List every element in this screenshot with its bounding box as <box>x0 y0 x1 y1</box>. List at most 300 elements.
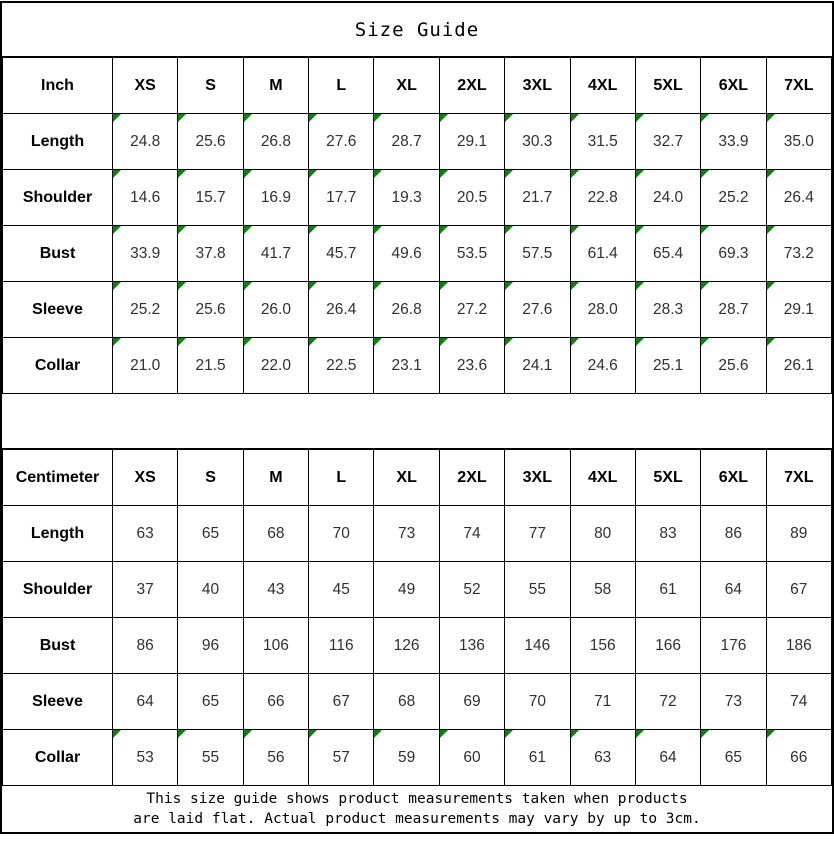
measurement-value: 186 <box>785 636 812 654</box>
size-col-header: 5XL <box>635 450 700 506</box>
cell-flag-triangle-icon <box>701 338 709 346</box>
measurement-row <box>3 562 832 618</box>
cell-flag-triangle-icon <box>505 282 513 290</box>
cell-flag-triangle-icon <box>636 226 644 234</box>
measurement-cell <box>178 506 243 562</box>
measurement-value: 63 <box>594 748 612 766</box>
cell-flag-triangle-icon <box>636 730 644 738</box>
measurement-cell <box>309 562 374 618</box>
measurement-value: 29.1 <box>456 132 488 150</box>
size-col-header: 6XL <box>701 58 766 114</box>
cell-flag-triangle-icon <box>571 226 579 234</box>
cell-flag-triangle-icon <box>571 114 579 122</box>
measurement-cell <box>374 114 439 170</box>
measurement-value: 86 <box>724 524 743 542</box>
measurement-cell <box>439 170 504 226</box>
cell-flag-triangle-icon <box>244 226 252 234</box>
cell-flag-triangle-icon <box>309 170 317 178</box>
measurement-cell <box>635 618 700 674</box>
measurement-row <box>3 282 832 338</box>
measurement-value: 73.2 <box>783 244 814 262</box>
measurement-cell <box>113 562 178 618</box>
measurement-value: 33.9 <box>718 132 749 150</box>
measurement-value: 146 <box>524 636 551 654</box>
measurement-value: 22.0 <box>260 356 291 374</box>
measurement-cell <box>374 674 439 730</box>
measurement-cell <box>570 114 635 170</box>
measurement-value: 16.9 <box>260 188 291 206</box>
measurement-value: 26.0 <box>260 300 291 318</box>
size-guide-sheet <box>0 1 834 834</box>
measurement-cell <box>766 282 831 338</box>
measurement-cell <box>570 674 635 730</box>
measurement-cell <box>243 282 308 338</box>
row-label: Sleeve <box>3 282 113 338</box>
cell-flag-triangle-icon <box>374 338 382 346</box>
measurement-cell <box>505 170 570 226</box>
measurement-value: 69.3 <box>718 244 749 262</box>
measurement-cell <box>113 170 178 226</box>
cell-flag-triangle-icon <box>505 226 513 234</box>
measurement-value: 61.4 <box>587 244 618 262</box>
measurement-value: 29.1 <box>783 300 814 318</box>
measurement-cell <box>701 338 766 394</box>
cell-flag-triangle-icon <box>244 282 252 290</box>
measurement-cell <box>309 506 374 562</box>
measurement-cell <box>635 338 700 394</box>
measurement-cell <box>635 562 700 618</box>
cell-flag-triangle-icon <box>636 114 644 122</box>
size-col-header: L <box>309 450 374 506</box>
cell-flag-triangle-icon <box>767 730 775 738</box>
size-col-header: L <box>309 58 374 114</box>
cell-flag-triangle-icon <box>309 114 317 122</box>
measurement-value: 33.9 <box>130 244 161 262</box>
measurement-cell <box>113 114 178 170</box>
cell-flag-triangle-icon <box>767 114 775 122</box>
measurement-cell <box>766 170 831 226</box>
measurement-value: 43 <box>267 580 285 598</box>
cell-flag-triangle-icon <box>505 114 513 122</box>
measurement-value: 56 <box>267 748 285 766</box>
measurement-value: 67 <box>790 580 808 598</box>
measurement-cell <box>701 562 766 618</box>
measurement-value: 24.6 <box>587 356 618 374</box>
measurement-cell <box>178 282 243 338</box>
measurement-value: 49 <box>397 580 416 598</box>
cell-flag-triangle-icon <box>767 338 775 346</box>
measurement-value: 45 <box>332 580 350 598</box>
measurement-value: 57 <box>332 748 350 766</box>
measurement-cell <box>766 562 831 618</box>
cell-flag-triangle-icon <box>571 282 579 290</box>
measurement-cell <box>635 226 700 282</box>
size-col-header: M <box>243 450 308 506</box>
cell-flag-triangle-icon <box>701 730 709 738</box>
measurement-cell <box>243 338 308 394</box>
size-col-header: 7XL <box>766 450 831 506</box>
measurement-cell <box>309 170 374 226</box>
measurement-cell <box>374 562 439 618</box>
cell-flag-triangle-icon <box>571 338 579 346</box>
measurement-cell <box>374 506 439 562</box>
cell-flag-triangle-icon <box>374 114 382 122</box>
measurement-cell <box>243 562 308 618</box>
measurement-value: 77 <box>528 524 546 542</box>
unit-header: Centimeter <box>3 450 113 506</box>
cell-flag-triangle-icon <box>113 730 121 738</box>
measurement-value: 30.3 <box>522 132 553 150</box>
measurement-cell <box>766 730 831 786</box>
measurement-value: 21.0 <box>130 356 161 374</box>
measurement-cell <box>766 618 831 674</box>
measurement-cell <box>113 674 178 730</box>
measurement-value: 55 <box>201 748 220 766</box>
size-col-header: XS <box>113 58 178 114</box>
measurement-value: 65 <box>724 748 743 766</box>
measurement-cell <box>113 506 178 562</box>
measurement-value: 25.6 <box>195 300 226 318</box>
cell-flag-triangle-icon <box>244 114 252 122</box>
measurement-cell <box>243 170 308 226</box>
measurement-value: 156 <box>589 636 616 654</box>
measurement-cell <box>178 114 243 170</box>
cell-flag-triangle-icon <box>767 170 775 178</box>
measurement-cell <box>505 618 570 674</box>
measurement-value: 69 <box>463 692 481 710</box>
measurement-cell <box>570 170 635 226</box>
measurement-value: 106 <box>262 636 289 654</box>
measurement-cell <box>570 282 635 338</box>
cell-flag-triangle-icon <box>571 170 579 178</box>
cell-flag-triangle-icon <box>505 338 513 346</box>
row-label: Length <box>3 506 113 562</box>
measurement-value: 64 <box>724 580 743 598</box>
cell-flag-triangle-icon <box>505 170 513 178</box>
size-col-header: 5XL <box>635 58 700 114</box>
cell-flag-triangle-icon <box>244 338 252 346</box>
measurement-value: 15.7 <box>195 188 226 206</box>
measurement-cell <box>374 618 439 674</box>
measurement-cell <box>439 282 504 338</box>
measurement-cell <box>243 506 308 562</box>
measurement-value: 65 <box>201 524 220 542</box>
measurement-cell <box>439 618 504 674</box>
measurement-cell <box>243 226 308 282</box>
measurement-value: 21.5 <box>195 356 226 374</box>
measurement-value: 63 <box>136 524 154 542</box>
measurement-cell <box>635 114 700 170</box>
measurement-cell <box>374 730 439 786</box>
measurement-cell <box>505 730 570 786</box>
measurement-cell <box>766 674 831 730</box>
measurement-cell <box>243 730 308 786</box>
measurement-value: 57.5 <box>522 244 553 262</box>
measurement-value: 24.1 <box>522 356 553 374</box>
cell-flag-triangle-icon <box>636 170 644 178</box>
row-label: Shoulder <box>3 562 113 618</box>
measurement-cell <box>243 114 308 170</box>
measurement-value: 61 <box>659 580 677 598</box>
measurement-cell <box>505 226 570 282</box>
measurement-value: 24.0 <box>652 188 684 206</box>
measurement-cell <box>309 618 374 674</box>
row-label: Bust <box>3 618 113 674</box>
measurement-value: 72 <box>659 692 677 710</box>
measurement-value: 32.7 <box>652 132 684 150</box>
size-col-header: M <box>243 58 308 114</box>
cell-flag-triangle-icon <box>178 226 186 234</box>
measurement-value: 25.2 <box>718 188 749 206</box>
size-col-header: 3XL <box>505 58 570 114</box>
measurement-value: 70 <box>528 692 546 710</box>
size-col-header: 2XL <box>439 450 504 506</box>
size-col-header: XL <box>374 450 439 506</box>
measurement-cell <box>570 338 635 394</box>
measurement-value: 45.7 <box>326 244 357 262</box>
size-col-header: 4XL <box>570 450 635 506</box>
table-spacer <box>2 394 832 449</box>
measurement-row <box>3 338 832 394</box>
measurement-value: 26.8 <box>391 300 422 318</box>
measurement-cell <box>439 562 504 618</box>
measurement-cell <box>505 562 570 618</box>
cell-flag-triangle-icon <box>178 338 186 346</box>
measurement-value: 28.3 <box>652 300 684 318</box>
measurement-value: 96 <box>201 636 220 654</box>
measurement-cell <box>766 114 831 170</box>
measurement-value: 14.6 <box>130 188 161 206</box>
cell-flag-triangle-icon <box>113 338 121 346</box>
measurement-cell <box>113 282 178 338</box>
measurement-row <box>3 674 832 730</box>
measurement-value: 27.6 <box>326 132 357 150</box>
size-col-header: 3XL <box>505 450 570 506</box>
centimeter-size-table <box>2 449 832 786</box>
inch-size-table <box>2 57 832 394</box>
cell-flag-triangle-icon <box>440 338 448 346</box>
cell-flag-triangle-icon <box>178 170 186 178</box>
cell-flag-triangle-icon <box>113 114 121 122</box>
measurement-value: 40 <box>201 580 220 598</box>
cell-flag-triangle-icon <box>636 338 644 346</box>
measurement-cell <box>635 170 700 226</box>
measurement-cell <box>113 730 178 786</box>
size-col-header: XL <box>374 58 439 114</box>
measurement-cell <box>570 618 635 674</box>
measurement-cell <box>439 506 504 562</box>
measurement-cell <box>701 170 766 226</box>
cell-flag-triangle-icon <box>244 730 252 738</box>
measurement-value: 35.0 <box>783 132 814 150</box>
measurement-cell <box>309 730 374 786</box>
size-col-header: 2XL <box>439 58 504 114</box>
measurement-cell <box>570 562 635 618</box>
measurement-cell <box>505 282 570 338</box>
measurement-cell <box>374 226 439 282</box>
measurement-value: 60 <box>463 748 481 766</box>
cell-flag-triangle-icon <box>440 170 448 178</box>
measurement-cell <box>178 226 243 282</box>
cell-flag-triangle-icon <box>178 282 186 290</box>
size-note-line2: are laid flat. Actual product measurements may vary by up to 3cm. <box>133 811 701 827</box>
cell-flag-triangle-icon <box>636 282 644 290</box>
size-note-line1: This size guide shows product measurements taken when products <box>146 791 688 807</box>
measurement-value: 17.7 <box>326 188 357 206</box>
measurement-value: 80 <box>594 524 612 542</box>
measurement-value: 26.4 <box>326 300 357 318</box>
size-col-header: 6XL <box>701 450 766 506</box>
measurement-value: 28.7 <box>718 300 749 318</box>
measurement-value: 176 <box>720 636 747 654</box>
row-label: Length <box>3 114 113 170</box>
measurement-value: 25.6 <box>718 356 749 374</box>
cell-flag-triangle-icon <box>440 282 448 290</box>
measurement-cell <box>374 338 439 394</box>
measurement-value: 74 <box>790 692 808 710</box>
measurement-cell <box>505 506 570 562</box>
measurement-cell <box>635 730 700 786</box>
cell-flag-triangle-icon <box>505 730 513 738</box>
measurement-row <box>3 226 832 282</box>
measurement-cell <box>505 338 570 394</box>
measurement-value: 89 <box>790 524 808 542</box>
cell-flag-triangle-icon <box>113 170 121 178</box>
measurement-cell <box>178 170 243 226</box>
measurement-value: 27.6 <box>522 300 553 318</box>
measurement-value: 68 <box>397 692 416 710</box>
measurement-cell <box>439 114 504 170</box>
measurement-cell <box>505 674 570 730</box>
measurement-value: 23.6 <box>456 356 488 374</box>
measurement-value: 25.6 <box>195 132 226 150</box>
measurement-cell <box>701 282 766 338</box>
size-col-header: 7XL <box>766 58 831 114</box>
cell-flag-triangle-icon <box>374 730 382 738</box>
cell-flag-triangle-icon <box>309 338 317 346</box>
measurement-cell <box>243 618 308 674</box>
measurement-value: 26.4 <box>783 188 814 206</box>
measurement-value: 19.3 <box>391 188 422 206</box>
cell-flag-triangle-icon <box>178 730 186 738</box>
measurement-cell <box>178 338 243 394</box>
measurement-cell <box>701 674 766 730</box>
measurement-value: 66 <box>790 748 808 766</box>
cell-flag-triangle-icon <box>701 170 709 178</box>
measurement-value: 20.5 <box>456 188 488 206</box>
measurement-value: 64 <box>136 692 154 710</box>
measurement-value: 68 <box>267 524 285 542</box>
measurement-value: 61 <box>528 748 546 766</box>
measurement-value: 65.4 <box>652 244 684 262</box>
cell-flag-triangle-icon <box>440 114 448 122</box>
cell-flag-triangle-icon <box>701 226 709 234</box>
measurement-cell <box>178 674 243 730</box>
measurement-cell <box>766 226 831 282</box>
measurement-value: 74 <box>463 524 481 542</box>
measurement-cell <box>570 730 635 786</box>
measurement-value: 166 <box>655 636 681 654</box>
cell-flag-triangle-icon <box>309 282 317 290</box>
cell-flag-triangle-icon <box>440 226 448 234</box>
measurement-value: 31.5 <box>587 132 618 150</box>
cell-flag-triangle-icon <box>701 114 709 122</box>
cell-flag-triangle-icon <box>309 226 317 234</box>
measurement-value: 53.5 <box>456 244 488 262</box>
measurement-value: 71 <box>594 692 612 710</box>
size-header-row <box>3 450 832 506</box>
measurement-value: 22.8 <box>587 188 618 206</box>
cell-flag-triangle-icon <box>113 282 121 290</box>
size-col-header: S <box>178 58 243 114</box>
cell-flag-triangle-icon <box>571 730 579 738</box>
measurement-row <box>3 618 832 674</box>
measurement-value: 41.7 <box>260 244 291 262</box>
measurement-value: 37.8 <box>195 244 226 262</box>
measurement-cell <box>701 730 766 786</box>
measurement-cell <box>309 674 374 730</box>
row-label: Shoulder <box>3 170 113 226</box>
cell-flag-triangle-icon <box>309 730 317 738</box>
measurement-cell <box>113 226 178 282</box>
row-label: Collar <box>3 338 113 394</box>
measurement-value: 58 <box>594 580 612 598</box>
measurement-value: 136 <box>459 636 485 654</box>
measurement-cell <box>701 506 766 562</box>
measurement-value: 22.5 <box>326 356 357 374</box>
measurement-cell <box>701 226 766 282</box>
measurement-value: 65 <box>201 692 220 710</box>
measurement-value: 64 <box>659 748 677 766</box>
measurement-value: 21.7 <box>522 188 553 206</box>
measurement-value: 59 <box>397 748 416 766</box>
measurement-value: 83 <box>659 524 677 542</box>
measurement-row <box>3 170 832 226</box>
measurement-value: 49.6 <box>391 244 422 262</box>
measurement-value: 37 <box>136 580 154 598</box>
cell-flag-triangle-icon <box>244 170 252 178</box>
measurement-cell <box>439 674 504 730</box>
measurement-row <box>3 114 832 170</box>
measurement-cell <box>374 282 439 338</box>
cell-flag-triangle-icon <box>767 282 775 290</box>
size-col-header: S <box>178 450 243 506</box>
measurement-value: 73 <box>724 692 743 710</box>
cell-flag-triangle-icon <box>374 282 382 290</box>
row-label: Bust <box>3 226 113 282</box>
measurement-cell <box>178 562 243 618</box>
size-header-row <box>3 58 832 114</box>
measurement-cell <box>635 506 700 562</box>
measurement-value: 26.1 <box>783 356 814 374</box>
unit-header: Inch <box>3 58 113 114</box>
measurement-value: 28.0 <box>587 300 618 318</box>
measurement-value: 126 <box>393 636 420 654</box>
row-label: Sleeve <box>3 674 113 730</box>
size-col-header: 4XL <box>570 58 635 114</box>
measurement-value: 53 <box>136 748 154 766</box>
measurement-cell <box>570 226 635 282</box>
cell-flag-triangle-icon <box>113 226 121 234</box>
measurement-value: 28.7 <box>391 132 422 150</box>
measurement-row <box>3 730 832 786</box>
cell-flag-triangle-icon <box>374 226 382 234</box>
measurement-cell <box>701 618 766 674</box>
measurement-cell <box>309 114 374 170</box>
measurement-cell <box>309 338 374 394</box>
size-col-header: XS <box>113 450 178 506</box>
measurement-cell <box>635 674 700 730</box>
